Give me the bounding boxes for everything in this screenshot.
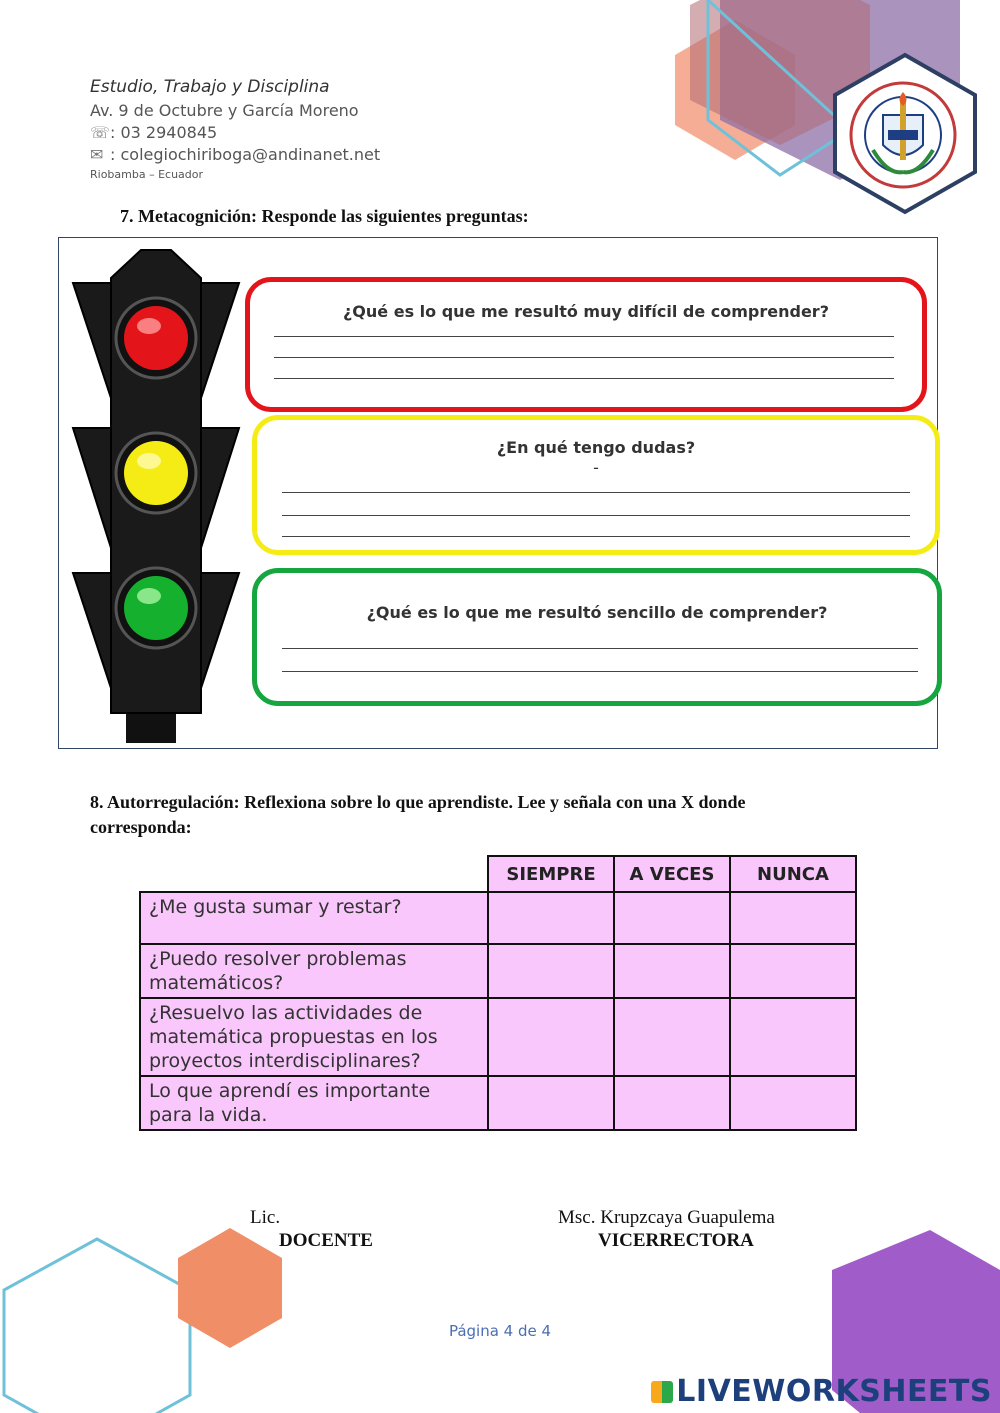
question-box-doubts bbox=[252, 415, 940, 555]
column-header-siempre: SIEMPRE bbox=[488, 856, 614, 892]
answer-line[interactable] bbox=[282, 648, 918, 649]
answer-cell-siempre[interactable] bbox=[488, 998, 614, 1076]
self-regulation-table bbox=[139, 855, 857, 1131]
question-box-easy bbox=[252, 568, 942, 706]
column-header-a-veces: A VECES bbox=[614, 856, 730, 892]
question-doubts: ¿En qué tengo dudas? bbox=[496, 438, 696, 457]
section-7-title: 7. Metacognición: Responde las siguientes preguntas: bbox=[120, 206, 529, 226]
table-row bbox=[140, 998, 856, 1076]
row-question: ¿Me gusta sumar y restar? bbox=[140, 892, 488, 944]
school-address: Av. 9 de Octubre y García Moreno bbox=[90, 101, 359, 120]
vice-principal-name: Msc. Krupzcaya Guapulema bbox=[558, 1207, 775, 1228]
dash-mark: - bbox=[593, 458, 599, 477]
column-header-nunca: NUNCA bbox=[730, 856, 856, 892]
traffic-light-image bbox=[71, 248, 241, 743]
school-city: Riobamba – Ecuador bbox=[90, 168, 204, 181]
answer-line[interactable] bbox=[282, 671, 918, 672]
table-row bbox=[140, 1076, 856, 1130]
question-box-difficult bbox=[245, 277, 927, 412]
school-seal-logo bbox=[848, 80, 958, 190]
table-header-row bbox=[140, 856, 856, 892]
answer-line[interactable] bbox=[274, 357, 894, 358]
answer-line[interactable] bbox=[274, 378, 894, 379]
answer-cell-siempre[interactable] bbox=[488, 892, 614, 944]
answer-line[interactable] bbox=[282, 515, 910, 516]
row-question: ¿Puedo resolver problemas matemáticos? bbox=[140, 944, 488, 998]
answer-line[interactable] bbox=[282, 536, 910, 537]
liveworksheets-icon bbox=[651, 1381, 673, 1403]
decorative-hexagons-bottom-left bbox=[0, 1225, 300, 1413]
mail-icon: ✉ bbox=[90, 145, 104, 164]
teacher-role: DOCENTE bbox=[279, 1230, 373, 1251]
school-motto: Estudio, Trabajo y Disciplina bbox=[90, 77, 330, 97]
page-number: Página 4 de 4 bbox=[448, 1322, 552, 1340]
answer-line[interactable] bbox=[282, 492, 910, 493]
answer-cell-nunca[interactable] bbox=[730, 1076, 856, 1130]
row-question: Lo que aprendí es importante para la vida. bbox=[140, 1076, 488, 1130]
answer-cell-nunca[interactable] bbox=[730, 998, 856, 1076]
answer-line[interactable] bbox=[274, 336, 894, 337]
answer-cell-a-veces[interactable] bbox=[614, 892, 730, 944]
answer-cell-siempre[interactable] bbox=[488, 944, 614, 998]
question-easy: ¿Qué es lo que me resultó sencillo de comprender? bbox=[366, 603, 828, 622]
vice-principal-role: VICERRECTORA bbox=[598, 1230, 754, 1251]
table-row bbox=[140, 944, 856, 998]
answer-cell-a-veces[interactable] bbox=[614, 1076, 730, 1130]
section-8-title-line2: corresponda: bbox=[90, 817, 192, 837]
answer-cell-siempre[interactable] bbox=[488, 1076, 614, 1130]
school-phone: ☏: 03 2940845 bbox=[90, 123, 218, 142]
row-question: ¿Resuelvo las actividades de matemática propuestas en los proyectos interdisciplinares? bbox=[140, 998, 488, 1076]
answer-cell-nunca[interactable] bbox=[730, 892, 856, 944]
answer-cell-a-veces[interactable] bbox=[614, 944, 730, 998]
table-row bbox=[140, 892, 856, 944]
answer-cell-a-veces[interactable] bbox=[614, 998, 730, 1076]
liveworksheets-logo: LIVEWORKSHEETS bbox=[651, 1374, 992, 1409]
teacher-name: Lic. bbox=[250, 1207, 281, 1228]
metacognition-panel bbox=[58, 237, 938, 749]
answer-cell-nunca[interactable] bbox=[730, 944, 856, 998]
section-8-title-line1: 8. Autorregulación: Reflexiona sobre lo que aprendiste. Lee y señala con una X donde bbox=[90, 792, 746, 812]
school-email: ✉ : colegiochiriboga@andinanet.net bbox=[90, 145, 381, 164]
phone-icon: ☏ bbox=[90, 123, 111, 142]
question-difficult: ¿Qué es lo que me resultó muy difícil de comprender? bbox=[343, 302, 829, 321]
